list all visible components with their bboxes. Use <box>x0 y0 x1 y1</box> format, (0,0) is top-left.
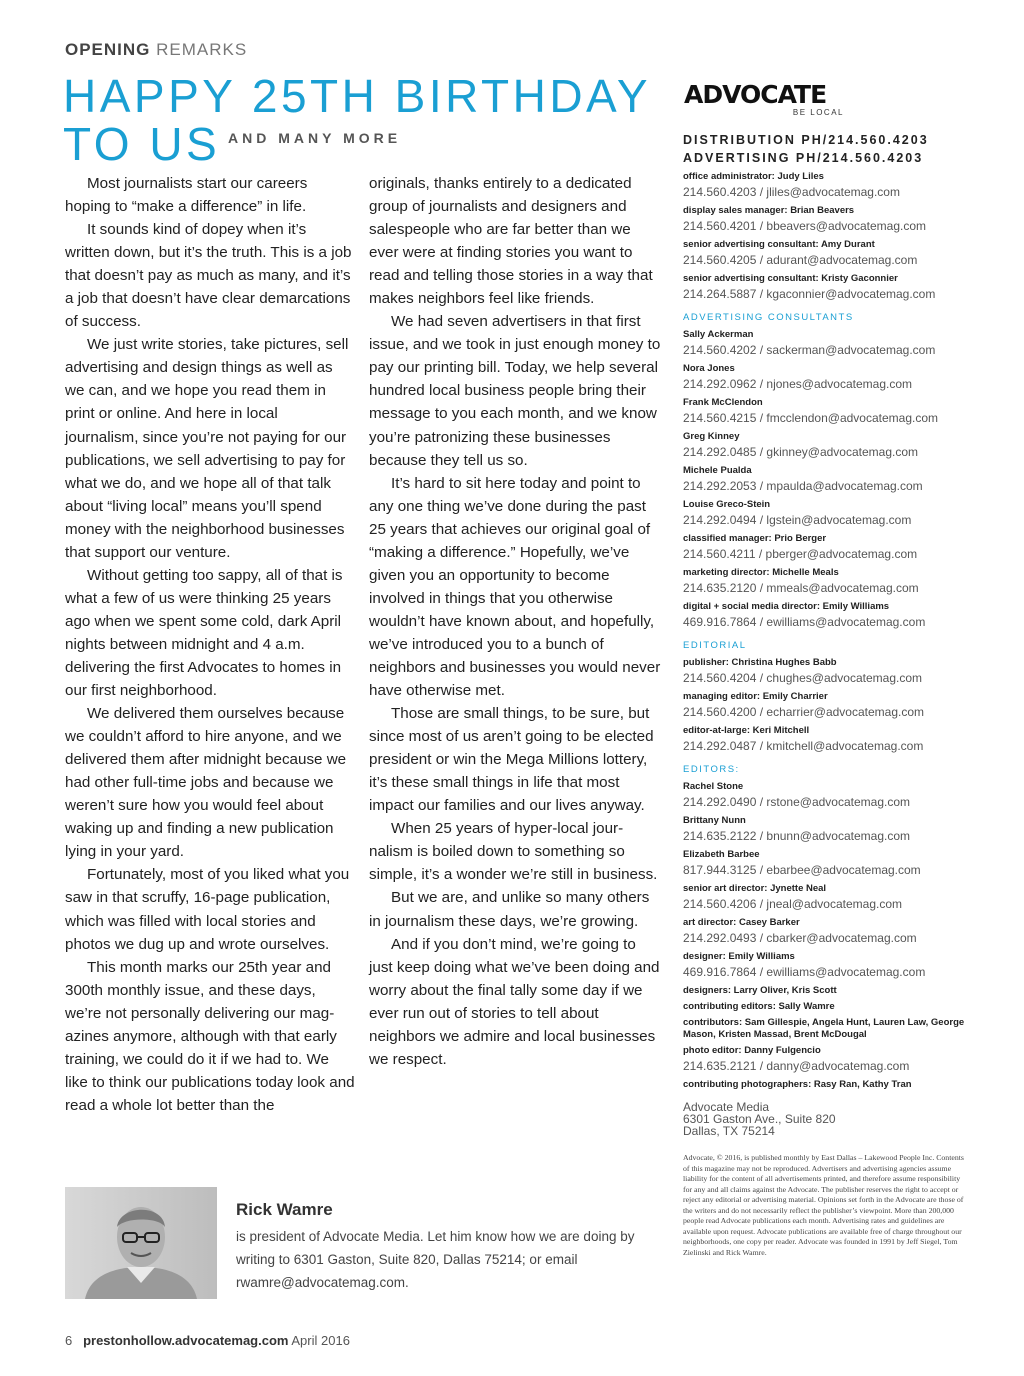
masthead-section-heading: EDITORS: <box>683 764 740 775</box>
headline <box>63 72 651 168</box>
staff-contact: 214.292.0485 / gkinney@advocatemag.com <box>683 445 919 459</box>
staff-contact: 214.292.0493 / cbarker@advocatemag.com <box>683 931 917 945</box>
staff-role: Louise Greco-Stein <box>683 499 771 510</box>
staff-contact: 214.292.2053 / mpaulda@advocatemag.com <box>683 479 923 493</box>
staff-contact: 214.292.0487 / kmitchell@advocatemag.com <box>683 739 924 753</box>
address-line: 6301 Gaston Ave., Suite 820 <box>683 1112 836 1126</box>
kicker-rest: REMARKS <box>156 40 248 59</box>
page-number: 6 <box>65 1333 73 1348</box>
staff-role: contributing editors: Sally Wamre <box>683 1001 835 1012</box>
staff-role: classified manager: Prio Berger <box>683 533 827 544</box>
staff-contact: 214.264.5887 / kgaconnier@advocatemag.com <box>683 287 936 301</box>
staff-role: art director: Casey Barker <box>683 917 800 928</box>
staff-role: designer: Emily Williams <box>683 951 795 962</box>
section-kicker <box>65 40 247 60</box>
article-paragraph: We had seven advertisers in that first issue, and we took in just enough money to pay our printing bill. Today, we help several hundred local business people bring their message to you each month, and we know you’re patronizing these businesses because they tell us so. <box>369 313 661 469</box>
staff-role: publisher: Christina Hughes Babb <box>683 657 837 668</box>
headline-line1: HAPPY 25TH BIRTHDAY <box>63 70 651 122</box>
masthead-section-heading: EDITORIAL <box>683 640 747 651</box>
article-column-2 <box>369 172 661 1071</box>
publisher-address <box>683 1101 973 1137</box>
legal-notice: Advocate, © 2016, is published monthly by East Dallas – Lakewood People Inc. Contents of this magazine may not be reproduced. Advertisers and advertising agencies assume liability for the content of all advertisements printed, and therefore assume responsibility for any and all claims against the Advocate. The publisher reserves the right to accept or reject any editorial or advertising material. Opinions set forth in the Advocate are those of the writers and do not necessarily reflect the publisher’s viewpoint. More than 200,000 people read Advocate publications each month. Advertising rates and guidelines are available upon request. Advocate publications are available free of charge throughout our neighborhoods, one copy per reader. Advocate was founded in 1991 by Jeff Siegel, Tom Zielinski and Rick Wamre. <box>683 1153 964 1257</box>
logo-tagline: BE LOCAL <box>792 108 844 117</box>
staff-role: Nora Jones <box>683 363 735 374</box>
article-paragraph: It sounds kind of dopey when it’s written down, but it’s the truth. This is a job that doesn’t pay as much as many, and it’s a job that doesn’t have clear demarcations of success. <box>65 221 352 331</box>
staff-role: contributors: Sam Gillespie, Angela Hunt, Lauren Law, George Mason, Kristen Massad, Brent McDougal <box>683 1017 965 1040</box>
kicker-bold: OPENING <box>65 40 151 59</box>
staff-role: contributing photographers: Rasy Ran, Kathy Tran <box>683 1079 912 1090</box>
article-paragraph: And if you don’t mind, we’re going to just keep doing what we’ve been doing and worry about the final tally some day if we ever run out of stories to tell about neighbors we admire and local businesses we respect. <box>369 935 660 1068</box>
staff-contact: 817.944.3125 / ebarbee@advocatemag.com <box>683 863 921 877</box>
staff-contact: 214.560.4204 / chughes@advocatemag.com <box>683 671 923 685</box>
staff-contact: 214.560.4215 / fmcclendon@advocatemag.com <box>683 411 939 425</box>
author-portrait-image <box>65 1187 217 1299</box>
staff-role: Frank McClendon <box>683 397 763 408</box>
staff-contact: 469.916.7864 / ewilliams@advocatemag.com <box>683 615 926 629</box>
staff-role: editor-at-large: Keri Mitchell <box>683 725 810 736</box>
article-paragraph: It’s hard to sit here today and point to any one thing we’ve done during the past 25 years that achieves our original goal of “making a difference.” Hopefully, we’ve given you an opportunity to become involved in things that you otherwise wouldn’t have known about, and hopefully, we’ve introduced you to a bunch of neighbors and businesses you would never have otherwise met. <box>369 474 661 700</box>
staff-role: Greg Kinney <box>683 431 740 442</box>
staff-role: photo editor: Danny Fulgencio <box>683 1045 821 1056</box>
staff-role: managing editor: Emily Charrier <box>683 691 828 702</box>
staff-contact: 214.560.4206 / jneal@advocatemag.com <box>683 897 902 911</box>
staff-contact: 214.560.4203 / jliles@advocatemag.com <box>683 185 900 199</box>
article-paragraph: We just write stories, take pictures, sell advertising and design things as well as we can, and we hope you read them in print or online. And here in local journalism, since you’re not paying for our publications, we sell advertising to pay for what we do, and we hope all of that talk about “living local” means you’ll spend money with the neighborhood businesses that support our venture. <box>65 336 349 561</box>
author-name: Rick Wamre <box>236 1200 333 1219</box>
headline-line2: TO US <box>63 118 221 170</box>
logo-wordmark: ADVOCATE <box>684 80 827 109</box>
article-paragraph: Fortunately, most of you liked what you saw in that scruffy, 16-page publication, which was filled with local stories and photos we dug up and wrote ourselves. <box>65 866 350 953</box>
staff-contact: 469.916.7864 / ewilliams@advocatemag.com <box>683 965 926 979</box>
staff-role: marketing director: Michelle Meals <box>683 567 839 578</box>
staff-contact: 214.635.2120 / mmeals@advocatemag.com <box>683 581 919 595</box>
article-paragraph: Those are small things, to be sure, but since most of us aren’t going to be elected president or win the Mega Millions lottery, it’s these small things in life that most impact our families and our lives anyway. <box>369 705 654 815</box>
staff-role: senior art director: Jynette Neal <box>683 883 827 894</box>
staff-contact: 214.292.0962 / njones@advocatemag.com <box>683 377 913 391</box>
page-footer <box>65 1333 350 1348</box>
author-bio: is president of Advocate Media. Let him know how we are doing by writing to 6301 Gaston, Suite 820, Dallas 75214; or email rwamre@advocatemag.com. <box>236 1229 635 1290</box>
staff-list <box>683 171 973 1091</box>
staff-role: office administrator: Judy Liles <box>683 171 824 182</box>
article-paragraph: This month marks our 25th year and 300th monthly issue, and these days, we’re not personally delivering our magazines anymore, although with that early training, we could do it if we had to. We like to think our publications today look and read a whole lot better than the <box>65 958 355 1114</box>
staff-contact: 214.292.0490 / rstone@advocatemag.com <box>683 795 910 809</box>
article-paragraph: Most journalists start our careers hoping to “make a difference” in life. <box>65 175 308 216</box>
staff-role: Sally Ackerman <box>683 329 754 340</box>
article-paragraph: When 25 years of hyper-local journalism is boiled down to something so simple, it’s a wonder we’re still in business. <box>369 820 658 884</box>
address-line: Dallas, TX 75214 <box>683 1124 775 1138</box>
staff-role: Elizabeth Barbee <box>683 849 760 860</box>
contact-lines <box>683 131 973 167</box>
author-photo <box>65 1187 217 1299</box>
subheadline: AND MANY MORE <box>228 130 402 146</box>
staff-contact: 214.635.2122 / bnunn@advocatemag.com <box>683 829 911 843</box>
staff-role: Michele Pualda <box>683 465 752 476</box>
article-column-1 <box>65 172 355 1117</box>
article-paragraph: We delivered them ourselves because we couldn’t afford to hire anyone, and we delivered them after midnight because we had other full-time jobs and because we weren’t sure how you would feel about waking up and finding a new publication lying in your yard. <box>65 705 347 861</box>
staff-contact: 214.560.4205 / adurant@advocatemag.com <box>683 253 918 267</box>
advertising-phone: ADVERTISING PH/214.560.4203 <box>683 151 924 165</box>
masthead-section-heading: ADVERTISING CONSULTANTS <box>683 312 854 323</box>
staff-role: senior advertising consultant: Amy Durant <box>683 239 875 250</box>
staff-role: Brittany Nunn <box>683 815 746 826</box>
staff-role: display sales manager: Brian Beavers <box>683 205 855 216</box>
staff-role: Rachel Stone <box>683 781 744 792</box>
staff-contact: 214.292.0494 / lgstein@advocatemag.com <box>683 513 912 527</box>
staff-contact: 214.560.4211 / pberger@advocatemag.com <box>683 547 918 561</box>
staff-role: designers: Larry Oliver, Kris Scott <box>683 985 837 996</box>
article-paragraph: But we are, and unlike so many others in journalism these days, we’re growing. <box>369 889 650 930</box>
staff-role: senior advertising consultant: Kristy Gaconnier <box>683 273 898 284</box>
staff-role: digital + social media director: Emily Williams <box>683 601 890 612</box>
article-paragraph: Without getting too sappy, all of that is what a few of us were thinking 25 years ago when we spent some cold, dark April nights between midnight and 4 a.m. delivering the first Advocates to homes in our first neighborhood. <box>65 566 343 700</box>
advocate-logo <box>684 82 844 118</box>
staff-contact: 214.635.2121 / danny@advocatemag.com <box>683 1059 910 1073</box>
distribution-phone: DISTRIBUTION PH/214.560.4203 <box>683 133 929 147</box>
staff-contact: 214.560.4201 / bbeavers@advocatemag.com <box>683 219 927 233</box>
masthead <box>683 131 973 1258</box>
address-line: Advocate Media <box>683 1100 770 1114</box>
footer-date: April 2016 <box>291 1333 350 1348</box>
staff-contact: 214.560.4200 / echarrier@advocatemag.com <box>683 705 924 719</box>
footer-site: prestonhollow.advocatemag.com <box>83 1333 289 1348</box>
article-paragraph: originals, thanks entirely to a dedicated group of journalists and designers and salespeople who are far better than we ever were at finding stories you want to read and telling those stories in a way that makes neighbors feel like friends. <box>369 175 653 308</box>
staff-contact: 214.560.4202 / sackerman@advocatemag.com <box>683 343 936 357</box>
